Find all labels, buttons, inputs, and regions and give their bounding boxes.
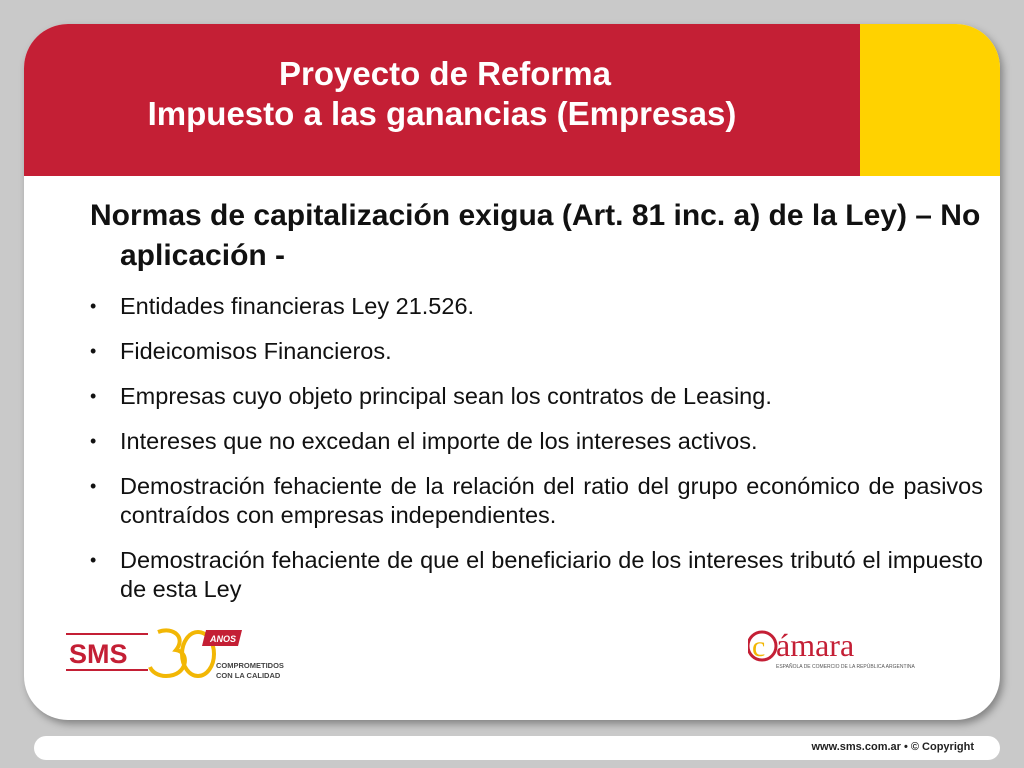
anos-label: ANOS	[210, 634, 237, 644]
bullet-text: Entidades financieras Ley 21.526.	[120, 293, 475, 319]
camara-wordmark: ámara	[776, 627, 855, 663]
header-accent-block	[860, 24, 1000, 176]
footer-bar	[34, 736, 1000, 760]
slide-title	[24, 54, 860, 134]
sms-wordmark: SMS	[69, 639, 128, 669]
anniversary-tagline-2: CON LA CALIDAD	[216, 671, 281, 680]
bullet-marker: •	[90, 341, 97, 361]
bullet-text: Empresas cuyo objeto principal sean los contratos de Leasing.	[120, 383, 772, 409]
anniversary-three-icon	[150, 630, 185, 676]
bullet-text: Fideicomisos Financieros.	[120, 338, 392, 364]
bullet-item	[90, 427, 983, 456]
bullet-marker: •	[90, 431, 97, 451]
section-heading: Normas de capitalización exigua (Art. 81 inc. a) de la Ley) – No aplicación -	[90, 199, 981, 272]
bullet-marker: •	[90, 550, 97, 570]
bullet-item	[90, 382, 983, 411]
bullet-text: Intereses que no excedan el importe de los intereses activos.	[120, 428, 758, 454]
camara-logo	[748, 626, 938, 672]
sms-30-anos-logo	[66, 624, 286, 684]
bullet-item	[90, 337, 983, 366]
bullet-marker: •	[90, 386, 97, 406]
title-line-2: Impuesto a las ganancias (Empresas)	[147, 95, 737, 132]
camara-initial: c	[752, 630, 766, 663]
bullet-text: Demostración fehaciente de que el beneficiario de los intereses tributó el impuesto de esta Ley	[120, 547, 983, 602]
anniversary-tagline-1: COMPROMETIDOS	[216, 661, 284, 670]
bullet-text: Demostración fehaciente de la relación del ratio del grupo económico de pasivos contraídos con empresas independientes.	[120, 473, 983, 528]
bullet-marker: •	[90, 296, 97, 316]
slide-card	[24, 24, 1000, 720]
bullet-list	[90, 292, 983, 604]
bullet-item	[90, 292, 983, 321]
slide-content	[90, 196, 983, 604]
bullet-marker: •	[90, 476, 97, 496]
title-line-1: Proyecto de Reforma	[279, 55, 611, 92]
bullet-item	[90, 546, 983, 604]
camara-subtitle: ESPAÑOLA DE COMERCIO DE LA REPÚBLICA ARGENTINA	[776, 664, 915, 670]
bullet-item	[90, 472, 983, 530]
footer-copyright: www.sms.com.ar • © Copyright	[811, 741, 974, 753]
